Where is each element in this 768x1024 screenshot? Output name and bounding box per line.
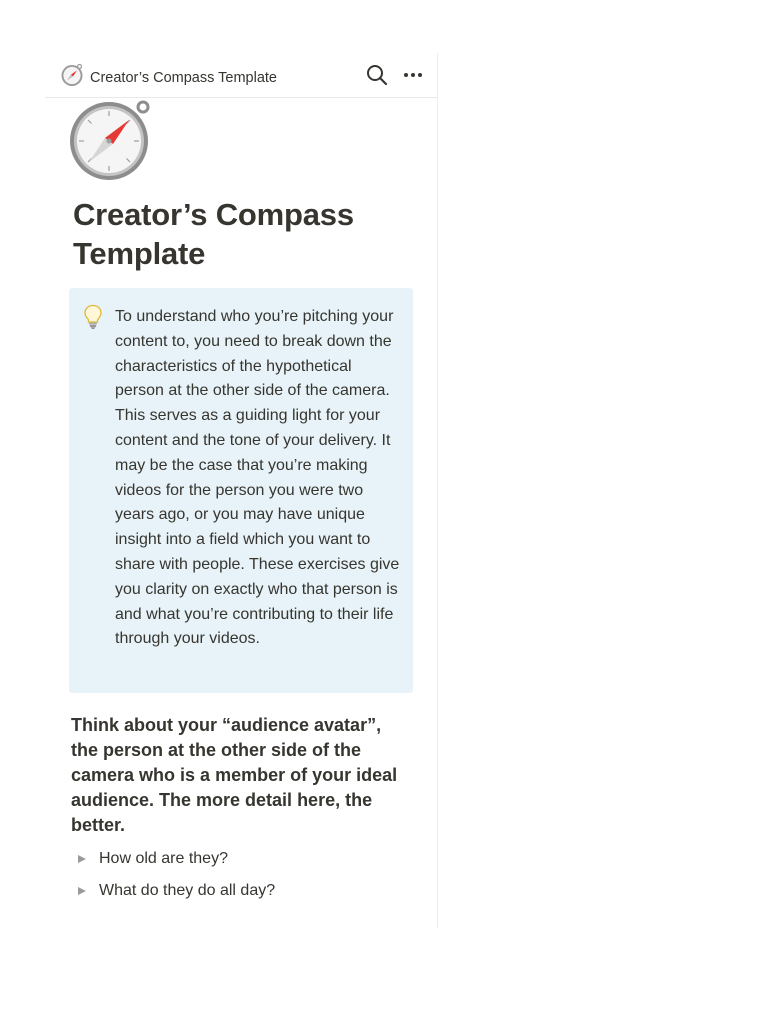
top-bar [45, 53, 437, 98]
callout-text[interactable]: To understand who you’re pitching your content to, you need to break down the characteristics of the hypothetical person at the other side of the camera. This serves as a guiding light for your content and the tone of your delivery. It may be the case that you’re making videos for the person you were two years ago, or you may have unique insight into a field which you want to share with people. These exercises give you clarity on exactly who that person is and what you’re contributing to their life through your videos. [115, 308, 400, 648]
breadcrumb[interactable] [60, 63, 277, 92]
toggle-item[interactable] [73, 875, 275, 907]
toggle-item[interactable] [73, 843, 275, 875]
toggle-list [73, 843, 275, 907]
compass-icon [60, 63, 84, 92]
lightbulb-icon [83, 304, 103, 335]
toggle-label: What do they do all day? [99, 882, 276, 899]
toggle-triangle-icon[interactable] [73, 886, 99, 896]
toggle-label: How old are they? [99, 850, 228, 867]
page-title[interactable]: Creator’s Compass Template [73, 197, 354, 271]
callout-block[interactable] [69, 288, 413, 693]
compass-icon[interactable] [69, 98, 153, 187]
breadcrumb-page-title: Creator’s Compass Template [90, 69, 277, 86]
search-icon[interactable] [365, 63, 389, 87]
toggle-triangle-icon[interactable] [73, 854, 99, 864]
section-heading[interactable]: Think about your “audience avatar”, the person at the other side of the camera who is a member of your ideal audience. The more detail here, the better. [71, 715, 398, 835]
more-options-icon[interactable] [401, 63, 425, 87]
page-panel [45, 53, 438, 928]
